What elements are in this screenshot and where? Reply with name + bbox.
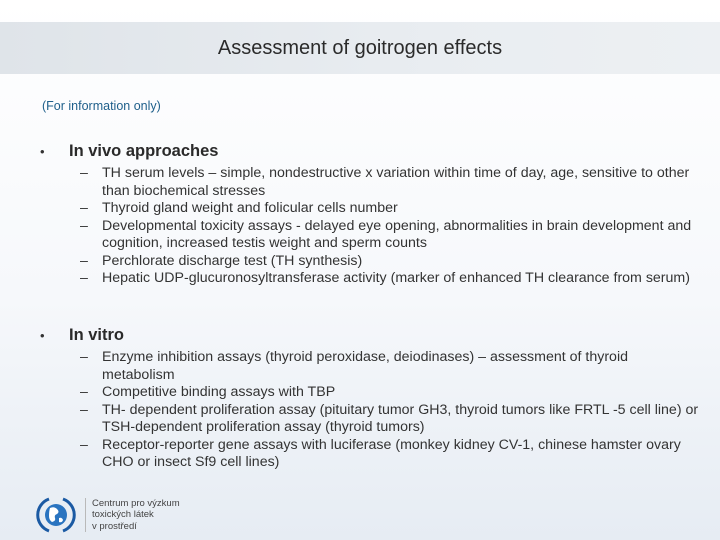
list-item: – Perchlorate discharge test (TH synthesis) xyxy=(80,252,363,269)
dash-icon: – xyxy=(80,270,88,286)
section-heading: In vivo approaches xyxy=(69,142,219,160)
sub-list xyxy=(40,165,700,288)
logo-divider xyxy=(85,498,86,532)
list-item: – Enzyme inhibition assays (thyroid peroxidase, deiodinases) – assessment of thyroid metabolism xyxy=(80,349,628,383)
logo-line: v prostředí xyxy=(92,520,137,532)
list-item: – Receptor-reporter gene assays with luciferase (monkey kidney CV-1, chinese hamster ovary CHO or insect Sf9 cell lines) xyxy=(80,436,681,470)
list-item: – Thyroid gland weight and folicular cells number xyxy=(80,200,398,216)
dash-icon: – xyxy=(80,384,88,400)
dash-icon: – xyxy=(80,252,88,269)
info-note: (For information only) xyxy=(42,99,161,113)
slide-title: Assessment of goitrogen effects xyxy=(217,36,503,59)
dash-icon: – xyxy=(80,217,88,234)
list-item: – Developmental toxicity assays - delayed eye opening, abnormalities in brain development and cognition, increased testis weight and sperm counts xyxy=(80,217,692,251)
list-item: – TH- dependent proliferation assay (pituitary tumor GH3, thyroid tumors like FRTL -5 cell line) or TSH-dependent proliferation assay (thyroid tumors) xyxy=(80,401,699,435)
list-item: – Hepatic UDP-glucuronosyltransferase activity (marker of enhanced TH clearance from serum) xyxy=(80,270,690,286)
list-item: – TH serum levels – simple, nondestructive x variation within time of day, age, sensitive to other than biochemical stresses xyxy=(80,165,690,199)
section-in-vivo xyxy=(40,142,700,288)
bullet-icon: • xyxy=(40,144,45,159)
dash-icon: – xyxy=(80,401,88,418)
logo-text xyxy=(92,498,180,533)
list-item: – Competitive binding assays with TBP xyxy=(80,384,336,400)
globe-logo-icon xyxy=(35,494,77,536)
logo-line: Centrum pro výzkum xyxy=(92,497,180,509)
section-in-vitro xyxy=(40,326,700,472)
recetox-logo xyxy=(35,494,180,536)
sub-list xyxy=(40,349,700,472)
dash-icon: – xyxy=(80,200,88,216)
dash-icon: – xyxy=(80,165,88,181)
bullet-icon: • xyxy=(40,328,45,343)
dash-icon: – xyxy=(80,436,88,453)
dash-icon: – xyxy=(80,349,88,365)
section-heading: In vitro xyxy=(69,326,125,344)
logo-line: toxických látek xyxy=(92,509,154,521)
title-band xyxy=(0,22,720,74)
